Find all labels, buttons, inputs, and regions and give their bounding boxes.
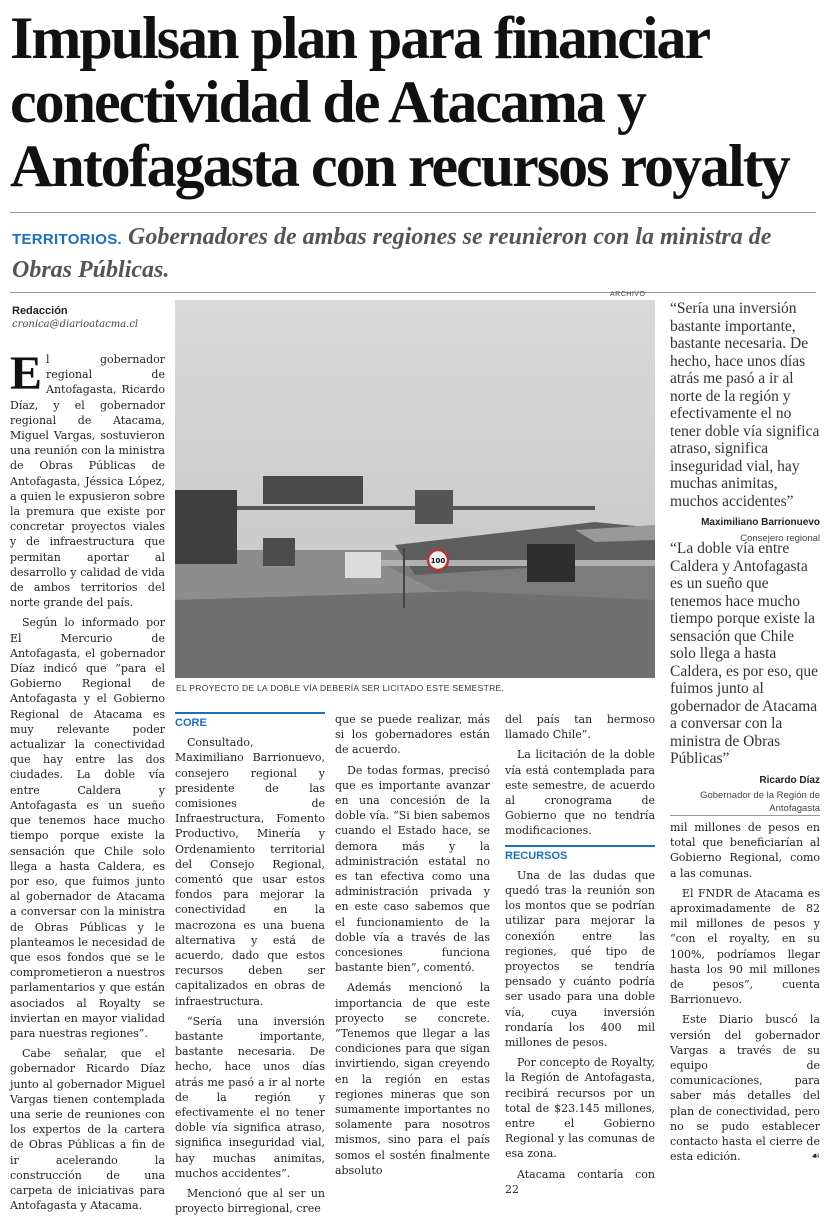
pull-quote-role: Gobernador de la Región de Antofagasta [700,790,820,814]
end-mark-icon: ☙ [811,1151,820,1163]
paragraph: Este Diario buscó la versión del gobernador Vargas a través de su equipo de comunicaciones, para saber más detalles del plan de conectividad, pero no se pudo establecer contacto hasta el cierre de esta edición. ☙ [670,1013,820,1164]
section-kicker: TERRITORIOS. [12,231,122,248]
article-column-2 [175,712,325,1217]
paragraph: Por concepto de Royalty, la Región de Antofagasta, recibirá recursos por un total de $23.145 millones, entre el Gobierno Regional y las comunas de esa zona. [505,1056,655,1161]
pull-quote-1 [670,300,820,545]
paragraph: Consultado, Maximiliano Barrionuevo, consejero regional y presidente de las comisiones de Infraestructura, Fomento Productivo, Minería y Ordenamiento territorial del Consejo Regional, comentó que usar estos fondos para mejorar la conectividad en la macrozona es una buena alternativa y está de acuerdo, dado que estos recursos deben ser capitalizados en obras de infraestructura. [175,736,325,1008]
lead-paragraph: El gobernador regional de Antofagasta, Ricardo Díaz, y el gobernador regional de Atacama, Miguel Vargas, sostuvieron una reunión con la ministra de Obras Públicas de Antofagasta, Jéssica López, a quien le expusieron sobre la premura que existe por concretar proyectos viales y de infraestructura que permitan aportar al desarrollo y calidad de vida de ambos territorios del norte grande del país. [10,347,165,610]
subheadline-text: Gobernadores de ambas regiones se reunieron con la ministra de Obras Públicas. [12,224,772,283]
paragraph: Cabe señalar, que el gobernador Ricardo Díaz junto al gobernador Miguel Vargas tienen contemplada una serie de reuniones con los expertos de la cartera de Obras Públicas a fin de ir acelerando la construcción de una carpeta de iniciativas para Antofagasta y Atacama. [10,1047,165,1213]
paragraph: Además mencionó la importancia de que este proyecto se concrete. “Tenemos que llegar a las condiciones para que sigan invirtiendo, sigan creyendo en la región en estas regiones mineras que son sumamente importantes no solamente para nosotros mismos, sino para el país somos el sostén finalmente absoluto [335,981,490,1177]
author-email: cronica@diarioatacma.cl [12,319,139,330]
author-name: Redacción [12,305,68,317]
headline-line-1: Impulsan plan para financiar [10,5,710,71]
pull-quote-2 [670,540,820,815]
photo-credit: ARCHIVO [610,291,646,298]
photo-caption: EL PROYECTO DE LA DOBLE VÍA DEBERÍA SER LICITADO ESTE SEMESTRE. [176,683,505,693]
paragraph: Mencionó que al ser un proyecto birregional, cree [175,1187,325,1216]
paragraph: del país tan hermoso llamado Chile”. [505,713,655,742]
headline-divider [10,212,816,213]
pull-quote-text: “Sería una inversión bastante importante, bastante necesaria. De hecho, hace unos días atrás me pasó a ir al norte de la región y efectivamente el no tener doble vía significa atraso, significa inseguridad vial, hay muchas animitas, muchos accidentes” [670,300,820,510]
pull-quote-author: Maximiliano Barrionuevo [701,517,820,528]
section-head-core: CORE [175,712,325,731]
speed-limit-value: 100 [430,557,446,565]
paragraph: El FNDR de Atacama es aproximadamente de 82 mil millones de pesos y “con el royalty, en su 100%, podríamos llegar hasta los 90 mil millones de pesos”, cuenta Barrionuevo. [670,886,820,1007]
paragraph: La licitación de la doble vía está contemplada para este semestre, de acuerdo al cronograma de Gobierno que no tendría modificaciones. [505,748,655,838]
paragraph: que se puede realizar, más si los gobernadores están de acuerdo. [335,713,490,757]
subhead-divider [10,292,816,293]
section-head-recursos: RECURSOS [505,845,655,864]
highway-photo [175,300,655,678]
paragraph: De todas formas, precisó que es importante avanzar en una concesión de la doble vía. “Si bien sabemos cuando el Estado hace, se demora más y la administración estatal no es tan efectiva como una administración privada y en este caso sabemos que el funcionamiento de la doble vía a través de las concesiones funciona bastante bien”, comentó. [335,763,490,975]
paragraph: mil millones de pesos en total que beneficiarían al Gobierno Regional, como a las comunas. [670,821,820,880]
byline [12,305,167,330]
headline-line-2: conectividad de Atacama y [10,69,645,135]
paragraph: Atacama contaría con 22 [505,1167,655,1196]
pull-quote-text: “La doble vía entre Caldera y Antofagasta es un sueño que tenemos hace mucho tiempo porque existe la sensación que Chile solo llega a hasta Caldera, es por eso, que fuimos junto al gobernador de Atacama a conversar con la ministra de Obras Públicas” [670,540,819,767]
paragraph: “Sería una inversión bastante importante, bastante necesaria. De hecho, hace unos días atrás me pasó a ir al norte de la región y efectivamente el no tener doble vía significa atraso, significa inseguridad vial, hay muchas animitas, muchos accidentes”. [175,1014,325,1180]
subheadline [12,222,812,285]
article-column-3 [335,712,490,1178]
headline [10,6,820,198]
pull-quote-role: Consejero regional [740,532,820,544]
highway-illustration [175,300,655,678]
paragraph: Una de las dudas que quedó tras la reunión son los montos que se podrían utilizar para mejorar la conexión entre las regiones, qué tipo de proyectos se tendría pensado y cuánto podría ser usado para una doble vía, cuya inversión rondaría los 400 mil millones de pesos. [505,868,655,1050]
headline-line-3: Antofagasta con recursos royalty [10,133,789,199]
paragraph: Según lo informado por El Mercurio de Antofagasta, el gobernador Díaz indicó que “para el Gobierno Regional de Antofagasta y el Gobierno Regional de Atacama es muy relevante poder actualizar la conectividad que hay entre las dos ciudades. La doble vía entre Caldera y Antofagasta es un sueño que tenemos hace mucho tiempo porque existe la sensación que Chile solo llega a hasta Caldera, es por eso, que fuimos junto al gobernador de Atacama a conversar con la ministra de Obras Públicas y le planteamos le necesidad de que esos fondos que se le comprometieron a nuestros parlamentarios y que están asociados al Royalty se inviertan en mayor vialidad para nuestras regiones”. [10,616,165,1040]
article-column-4 [505,712,655,1197]
drop-cap: E [10,347,43,400]
article-column-5 [670,820,820,1164]
quote-divider [670,815,820,816]
article-column-1 [10,347,165,1213]
pull-quote-author: Ricardo Díaz [759,774,820,786]
